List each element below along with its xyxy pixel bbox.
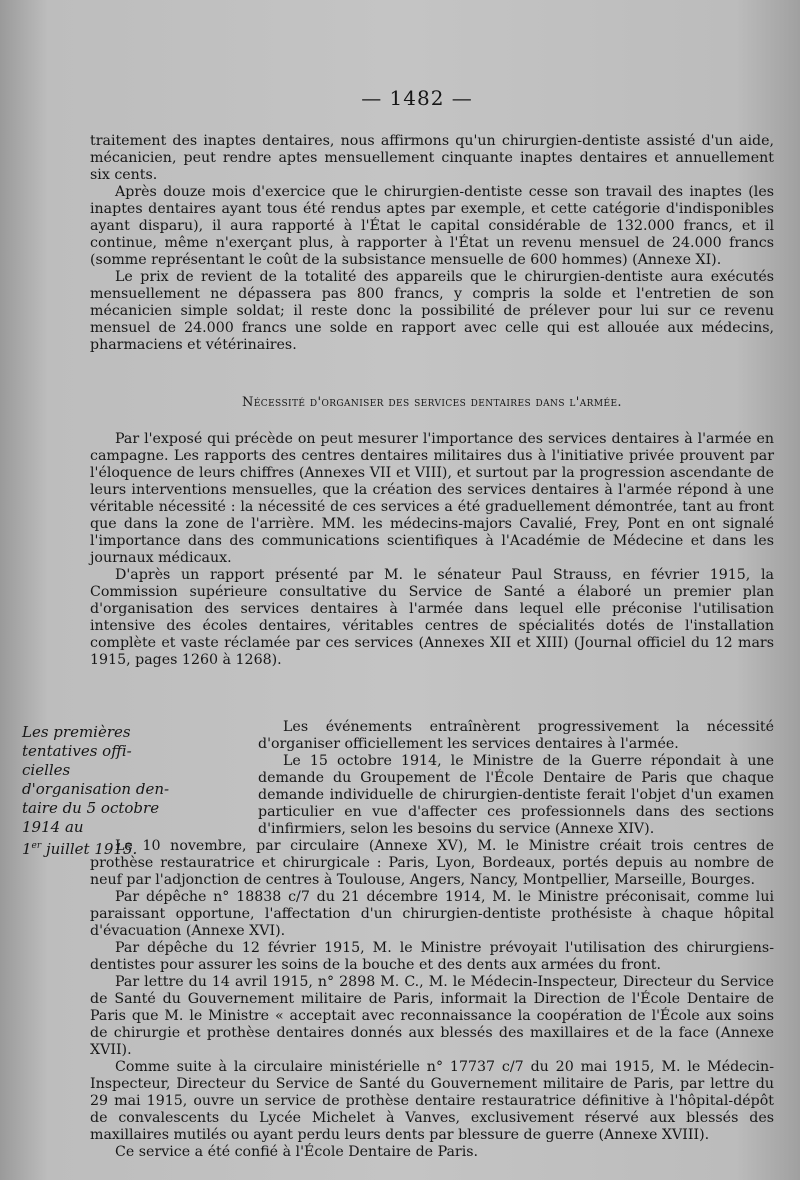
margin-note (22, 723, 180, 859)
margin-note-text: juillet 1915. (41, 840, 138, 858)
paragraph: Par dépêche du 12 février 1915, M. le Ministre prévoyait l'utilisation des chirurgiens-dentistes pour assurer les soins de la bouche et des dents aux armées du front. (90, 940, 774, 973)
paragraph: Le prix de revient de la totalité des appareils que le chirurgien-dentiste aura exécutés mensuellement ne dépassera pas 800 francs, y compris la solde et l'entretien de son mécanicien simple soldat; il reste donc la possibilité de prélever pour lui sur ce revenu mensuel de 24.000 francs une solde en rapport avec celle qui est allouée aux médecins, pharmaciens et vétérinaires. (90, 269, 774, 353)
paragraph: Par dépêche n° 18838 c/7 du 21 décembre 1914, M. le Ministre préconisait, comme lui paraissant opportune, l'affectation d'un chirurgien-dentiste prothésiste à chaque hôpital d'évacuation (Annexe XVI). (90, 889, 774, 939)
section-heading: Nécessité d'organiser des services dentaires dans l'armée. (242, 395, 622, 410)
paragraph: Par l'exposé qui précède on peut mesurer l'importance des services dentaires à l'armée en campagne. Les rapports des centres dentaires militaires dus à l'initiative privée prouvent par l'éloquence de leurs chiffres (Annexes VII et VIII), et surtout par la progression ascendante de leurs interventions mensuelles, que la création des services dentaires à l'armée répond à une véritable nécessité : la nécessité de ces services a été graduellement démontrée, tant au front que dans la zone de l'arrière. MM. les médecins-majors Cavalié, Frey, Pont en ont signalé l'importance dans des communications scientifiques à l'Académie de Médecine et dans les journaux médicaux. (90, 431, 774, 566)
beside-note-column (258, 719, 774, 753)
paragraph: Les événements entraînèrent progressivement la nécessité d'organiser officiellement les services dentaires à l'armée. (258, 719, 774, 752)
margin-note-line: Les premières tentatives offi- (22, 723, 132, 760)
ordinal-suffix: er (31, 841, 42, 851)
paragraph: Le 15 octobre 1914, le Ministre de la Guerre répondait à une demande du Groupement de l'École Dentaire de Paris que chaque demande individuelle de chirurgien-dentiste ferait l'objet d'un examen particulier en vue d'affecter ces professionnels dans des sections d'infirmiers, selon les besoins du service (Annexe XIV). (258, 753, 774, 837)
paragraph: D'après un rapport présenté par M. le sénateur Paul Strauss, en février 1915, la Commission supérieure consultative du Service de Santé a élaboré un premier plan d'organisation des services dentaires à l'armée dans lequel elle préconise l'utilisation intensive des écoles dentaires, véritables centres de spécialités dotés de l'installation complète et vaste réclamée par ces services (Annexes XII et XIII) (Journal officiel du 12 mars 1915, pages 1260 à 1268). (90, 567, 774, 668)
intro-block (90, 133, 774, 354)
paragraph: traitement des inaptes dentaires, nous affirmons qu'un chirurgien-dentiste assisté d'un aide, mécanicien, peut rendre aptes mensuellement cinquante inaptes dentaires et annuellement six cents. (90, 133, 774, 183)
ordinal-number: 1 (22, 840, 32, 858)
paragraph: Ce service a été confié à l'École Dentaire de Paris. (115, 1144, 479, 1160)
paragraph: Par lettre du 14 avril 1915, n° 2898 M. C., M. le Médecin-Inspecteur, Directeur du Service de Santé du Gouvernement militaire de Paris, informait la Direction de l'École Dentaire de Paris que M. le Ministre « acceptait avec reconnaissance la coopération de l'École aux soins de chirurgie et prothèse dentaires donnés aux blessés des maxillaires et de la face (Annexe XVII). (90, 974, 774, 1058)
section-first-attempts (22, 719, 774, 1161)
page-number: — 1482 — (361, 86, 473, 110)
margin-note-line (22, 837, 180, 859)
section-necessity (90, 431, 774, 669)
paragraph: Comme suite à la circulaire ministérielle n° 17737 c/7 du 20 mai 1915, M. le Médecin-Inspecteur, Directeur du Service de Santé du Gouvernement militaire de Paris, par lettre du 29 mai 1915, ouvre un service de prothèse dentaire restauratrice définitive à l'hôpital-dépôt de convalescents du Lycée Michelet à Vanves, exclusivement réservé aux blessés des maxillaires mutilés ou ayant perdu leurs dents par blessure de guerre (Annexe XVIII). (90, 1059, 774, 1143)
margin-note-line: taire du 5 octobre 1914 au (22, 799, 160, 836)
paragraph-start (258, 753, 774, 838)
paragraph: Le 10 novembre, par circulaire (Annexe XV), M. le Ministre créait trois centres de prothèse restauratrice et chirurgicale : Paris, Lyon, Bordeaux, portés depuis au nombre de neuf par l'adjonction de centres à Toulouse, Angers, Nancy, Montpellier, Marseille, Bourges. (90, 838, 774, 888)
paragraph: Après douze mois d'exercice que le chirurgien-dentiste cesse son travail des inaptes (les inaptes dentaires ayant tous été rendus aptes par exemple, et cette catégorie d'indisponibles ayant disparu), il aura rapporté à l'État le capital considérable de 132.000 francs, et il continue, même n'exerçant plus, à rapporter à l'État un revenu mensuel de 24.000 francs (somme représentant le coût de la subsistance mensuelle de 600 hommes) (Annexe XI). (90, 184, 774, 268)
margin-note-line: cielles d'organisation den- (22, 761, 170, 798)
